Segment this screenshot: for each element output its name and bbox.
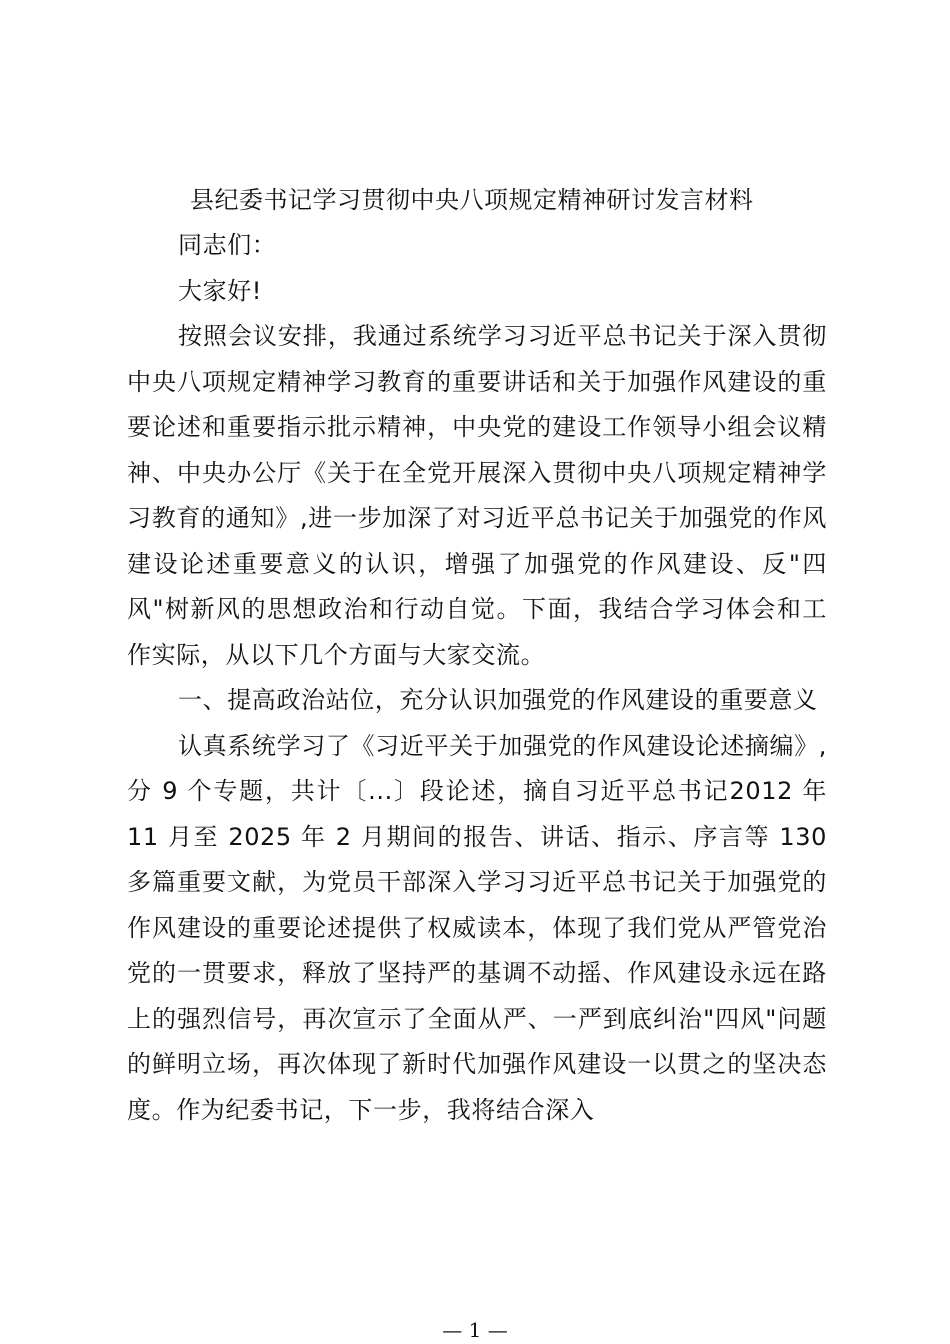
salutation: 同志们：	[178, 231, 277, 259]
section-heading: 一、提高政治站位，充分认识加强党的作风建设的重要意义	[178, 686, 818, 714]
document-body	[127, 223, 827, 1133]
document-title: 县纪委书记学习贯彻中央八项规定精神研讨发言材料	[190, 186, 754, 214]
greeting: 大家好!	[178, 276, 263, 305]
intro-paragraph: 按照会议安排，我通过系统学习习近平总书记关于深入贯彻中央八项规定精神学习教育的重要讲话和关于加强作风建设的重要论述和重要指示批示精神，中央党的建设工作领导小组会议精神、中央办公厅《关于在全党开展深入贯彻中央八项规定精神学习教育的通知》,进一步加深了对习近平总书记关于加强党的作风建设论述重要意义的认识，增强了加强党的作风建设、反"四风"树新风的思想政治和行动自觉。下面，我结合学习体会和工作实际，从以下几个方面与大家交流。	[127, 322, 827, 669]
section-paragraph: 认真系统学习了《习近平关于加强党的作风建设论述摘编》,分 9 个专题，共计〔...〕段论述，摘自习近平总书记2012 年 11 月至 2025 年 2 月期间的报告、讲话、指示、序言等 130 多篇重要文献，为党员干部深入学习习近平总书记关于加强党的作风建设的重要论述提供了权威读本，体现了我们党从严管党治党的一贯要求，释放了坚持严的基调不动摇、作风建设永远在路上的强烈信号，再次宣示了全面从严、一严到底纠治"四风"问题的鲜明立场，再次体现了新时代加强作风建设一以贯之的坚决态度。作为纪委书记，下一步，我将结合深入	[127, 731, 827, 1124]
page-number: — 1 —	[442, 1318, 508, 1342]
